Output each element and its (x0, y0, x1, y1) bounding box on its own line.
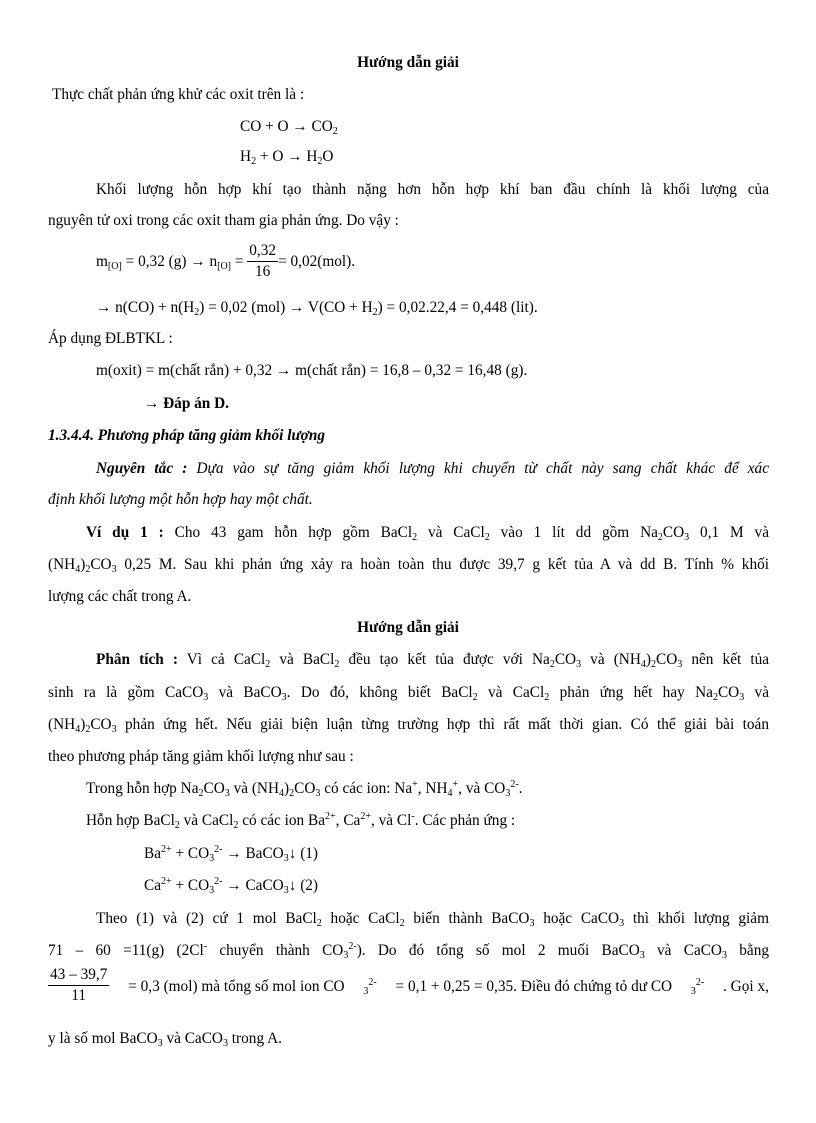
equation-h2: $H_2 + O \to H_2O$ (240, 148, 334, 167)
paragraph-line: Theo (1) và (2) cứ 1 mol BaCl$_2$ hoặc CaCl$_2$ biến thành BaCO$_3$ hoặc CaCO$_3$ thì khối lượng giảm (96, 910, 769, 929)
paragraph-line: y là số mol BaCO$_3$ và CaCO$_3$ trong A. (48, 1030, 282, 1049)
paragraph-line: Khối lượng hỗn hợp khí tạo thành nặng hơn hỗn hợp khí ban đầu chính là khối lượng của (96, 181, 769, 198)
paragraph-line: $\frac{43 - 39,7}{11}$ = 0,3 (mol) mà tổng số mol ion CO $_3^{2-}$ = 0,1 + 0,25 = 0,35. Điều đó chứng tỏ dư CO $_3^{2-}$ . Gọi x, (50, 966, 769, 1004)
paragraph-line: nguyên tử oxi trong các oxit tham gia phản ứng. Do vậy : (48, 212, 399, 229)
fraction: $\frac{43 - 39,7}{11}$ (50, 966, 108, 1004)
solution-heading-2: Hướng dẫn giải (357, 619, 459, 636)
fraction: $\frac{0,32}{16}$ (249, 242, 277, 280)
equation-co: CO + $O \to CO_2$ (240, 118, 338, 137)
example-line: Ví dụ 1 : Cho 43 gam hỗn hợp gồm BaCl$_2$ và CaCl$_2$ vào 1 lít dd gồm $Na_2CO_3$ 0,1 M và (86, 524, 769, 543)
paragraph-line: 71 – 60 =11(g) (2Cl- chuyển thành $CO_3^{2-}$). Do đó tổng số mol 2 muối BaCO$_3$ và CaCO$_3$ bằng (48, 941, 769, 961)
intro-text: Thực chất phản ứng khử các oxit trên là : (52, 86, 305, 103)
reaction-1: $Ba^{2+} + CO_3^{2-}$ → BaCO$_3$↓ (1) (144, 844, 319, 864)
analysis-line: sinh ra là gồm CaCO$_3$ và BaCO$_3$. Do đó, không biết BaCl$_2$ và CaCl$_2$ phản ứng hết hay $Na_2CO_3$ và (48, 684, 769, 703)
analysis-line: $(NH_4)_2CO_3$ phản ứng hết. Nếu giải biện luận từng trường hợp thì rất mất thời gian. Có thể giải bài toán (48, 716, 769, 735)
principle-line: định khối lượng một hỗn hợp hay một chất. (48, 491, 313, 508)
calc-oxygen-mass: $m_{[O]} = 0,32$ $(g) \to n_{[O]}$ = $\frac{0,32}{16}$ = 0,02(mol). (96, 242, 356, 280)
calc-volume: → $n(CO) + n(H_2) = 0,02$ $(mol) \to V(CO + H_2) = 0,02.22,4 = 0,448$ (lit). (96, 299, 538, 318)
calc-solid-mass: m(oxit) = m(chất rắn) + 0,32 → m(chất rắn) = 16,8 – 0,32 = 16,48 (g). (96, 362, 528, 379)
answer-line: → Đáp án D. (144, 395, 229, 412)
example-line: lượng các chất trong A. (48, 588, 192, 605)
ions-line: Hỗn hợp BaCl$_2$ và CaCl$_2$ có các ion $Ba^{2+}$, $Ca^{2+}$, và Cl-. Các phản ứng : (86, 811, 516, 831)
principle-line: Nguyên tắc : Dựa vào sự tăng giảm khối lượng khi chuyển từ chất này sang chất khác để xác (96, 460, 769, 477)
apply-law: Áp dụng ĐLBTKL : (48, 330, 173, 347)
section-title: 1.3.4.4. Phương pháp tăng giảm khối lượng (48, 427, 326, 444)
example-line: $(NH_4)_2CO_3$ 0,25 M. Sau khi phản ứng xảy ra hoàn toàn thu được 39,7 g kết tủa A và dd B. Tính % khối (48, 556, 769, 575)
reaction-2: $Ca^{2+} + CO_3^{2-}$ → CaCO$_3$↓ (2) (144, 876, 319, 896)
solution-heading-1: Hướng dẫn giải (357, 54, 459, 71)
ions-line: Trong hỗn hợp $Na_2CO_3$ và $(NH_4)_2CO_3$ có các ion: Na+, $NH_4^+$, và $CO_3^{2-}$. (86, 779, 523, 799)
analysis-line: Phân tích : Vì cả CaCl$_2$ và BaCl$_2$ đều tạo kết tủa được với $Na_2CO_3$ và $(NH_4)_2CO_3$ nên kết tủa (96, 651, 770, 670)
analysis-line: theo phương pháp tăng giảm khối lượng như sau : (48, 748, 354, 765)
